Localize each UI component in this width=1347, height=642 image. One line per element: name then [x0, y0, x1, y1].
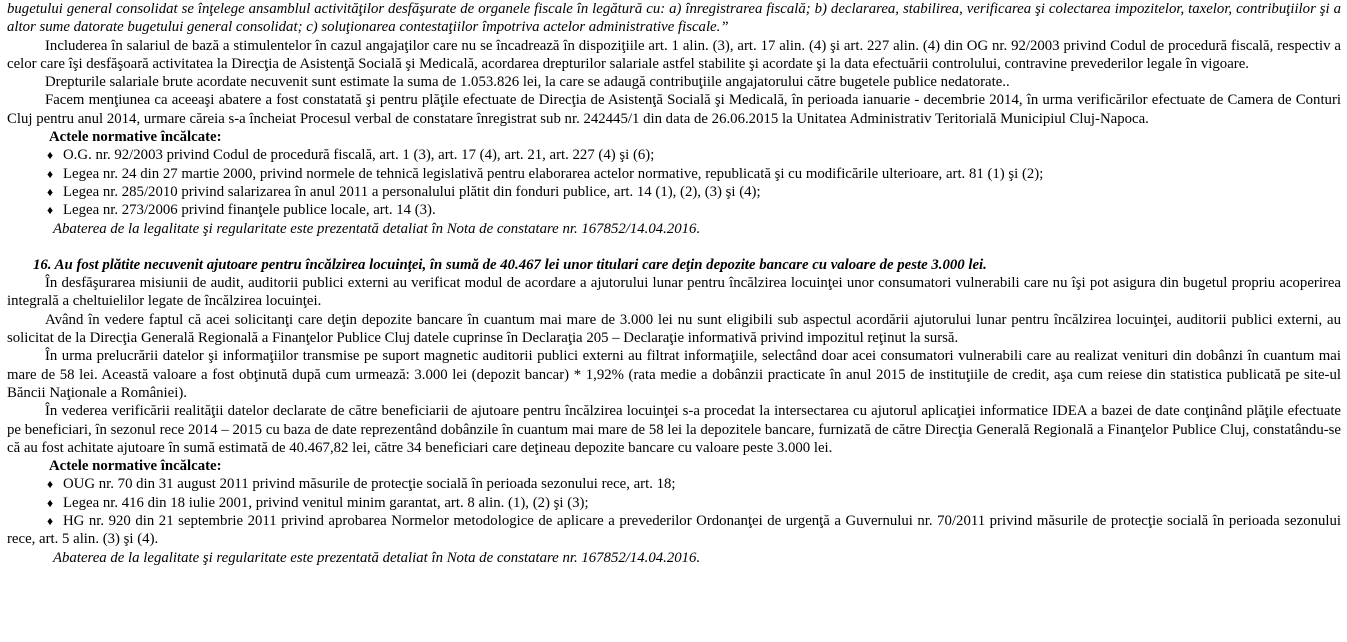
diamond-bullet-icon: ♦ [47, 203, 54, 218]
acts-heading-2: Actele normative încălcate: [49, 458, 222, 475]
paragraph-desfasurarea: În desfăşurarea misiunii de audit, auditorii publici externi au verificat modul de acordare a ajutorului lunar pentru încălzirea locuinţei unor consumatori vulnerabili care nu îşi pot asigura din bugetul propriu acoperirea integrală a cheltuielilor legate de încălzirea locuinţei. [7, 275, 1341, 310]
section-spacer [7, 238, 1341, 256]
list-item [7, 494, 1341, 512]
list-item-text: Legea nr. 416 din 18 iulie 2001, privind venitul minim garantat, art. 8 alin. (1), (2) şi (3); [63, 494, 589, 511]
list-item [7, 201, 1341, 219]
acts-list-1 [7, 146, 1341, 219]
diamond-bullet-icon: ♦ [47, 148, 54, 163]
acts-heading-1: Actele normative încălcate: [49, 129, 222, 146]
diamond-bullet-icon: ♦ [47, 514, 54, 529]
diamond-bullet-icon: ♦ [47, 166, 54, 181]
diamond-bullet-icon: ♦ [47, 495, 54, 510]
paragraph-facem: Facem menţiunea ca aceeaşi abatere a fost constatată şi pentru plăţile efectuate de Direcţia de Asistenţă Socială şi Medicală, în perioada ianuarie - decembrie 2014, în urma verificărilor efectuate de Camera de Conturi Cluj pentru anul 2014, urmare căreia s-a încheiat Procesul verbal de constatare înregistrat sub nr. 242445/1 din data de 26.06.2015 la Unitatea Administrativ Teritorială Municipiul Cluj-Napoca. [7, 92, 1341, 127]
paragraph-prelucrarii: În urma prelucrării datelor şi informaţiilor transmise pe suport magnetic auditorii publici externi au filtrat informaţiile, selectând doar acei consumatori vulnerabili care au realizat venituri din dobânzi în cuantum mai mare de 58 lei. Această valoare a fost obţinută după cum urmează: 3.000 lei (depozit bancar) * 1,92% (rata medie a dobânzii practicate în anul 2015 de instituţiile de credit, aşa cum reiese din statistica publicată pe site-ul Băncii Naţionale a României). [7, 348, 1341, 401]
diamond-bullet-icon: ♦ [47, 184, 54, 199]
paragraph-includerea: Includerea în salariul de bază a stimulentelor în cazul angajaţilor care nu se încadrează în dispoziţiile art. 1 alin. (3), art. 17 alin. (4) şi art. 227 alin. (4) din OG nr. 92/2003 privind Codul de procedură fiscală, respectiv a celor care îşi desfăşoară activitatea la Direcţia de Asistenţă Socială şi Medicală, acordarea drepturilor salariale astfel stabilite şi acordate şi la data efectuării controlului, contravine prevederilor legale în vigoare. [7, 37, 1341, 72]
intro-quote: bugetului general consolidat se înţelege ansamblul activităţilor desfăşurate de organele fiscale în legătură cu: a) înregistrarea fiscală; b) declararea, stabilirea, verificarea şi colectarea impozitelor, taxelor, contribuţiilor şi a altor sume datorate bugetului general consolidat; c) soluţionarea contestaţiilor împotriva actelor administrative fiscale.” [7, 1, 1341, 36]
paragraph-avand: Având în vedere faptul că acei solicitanţi care deţin depozite bancare în cuantum mai mare de 3.000 lei nu sunt eligibili sub aspectul acordării ajutorului lunar pentru încălzirea locuinţei, auditorii publici externi, au solicitat de la Direcţia Generală Regională a Finanţelor Publice Cluj datele cuprinse în Declaraţia 205 – Declaraţie informativă privind impozitul reţinut la sursă. [7, 311, 1341, 347]
list-item [7, 146, 1341, 164]
list-item [7, 475, 1341, 493]
acts-list-2 [7, 475, 1341, 548]
list-item [7, 512, 1341, 549]
list-item-text: O.G. nr. 92/2003 privind Codul de procedură fiscală, art. 1 (3), art. 17 (4), art. 21, art. 227 (4) şi (6); [63, 147, 655, 164]
document-body [7, 0, 1341, 567]
list-item-text: Legea nr. 285/2010 privind salarizarea în anul 2011 a personalului plătit din fonduri publice, art. 14 (1), (2), (3) şi (4); [63, 183, 761, 200]
finding-note-1: Abaterea de la legalitate şi regularitate este prezentată detaliat în Nota de constatare nr. 167852/14.04.2016. [53, 220, 701, 237]
diamond-bullet-icon: ♦ [47, 477, 54, 492]
list-item-text: OUG nr. 70 din 31 august 2011 privind măsurile de protecţie socială în perioada sezonului rece, art. 18; [63, 476, 676, 493]
list-item [7, 165, 1341, 183]
paragraph-vederea: În vederea verificării realităţii datelor declarate de către beneficiarii de ajutoare pentru încălzirea locuinţei s-a procedat la intersectarea cu ajutorul aplicaţiei informatice IDEA a bazei de date conţinând plăţile efectuate pe beneficiari, în sezonul rece 2014 – 2015 cu baza de date reprezentând dobânzile în cuantum mai mare de 58 lei la depozitele bancare, furnizată de către Direcţia Generală Regională a Finanţelor Publice Cluj, constatându-se că au fost achitate ajutoare în sumă estimată de 40.467,82 lei, către 34 beneficiari care deţineau depozite bancare cu valoare peste 3.000 lei. [7, 403, 1341, 456]
section-16-title: 16. Au fost plătite necuvenit ajutoare pentru încălzirea locuinţei, în sumă de 40.467 lei unor titulari care deţin depozite bancare cu valoare de peste 3.000 lei. [33, 256, 987, 273]
list-item-text: Legea nr. 24 din 27 martie 2000, privind normele de tehnică legislativă pentru elaborarea actelor normative, republicată şi cu modificările ulterioare, art. 81 (1) şi (2); [63, 165, 1044, 182]
finding-note-2: Abaterea de la legalitate şi regularitate este prezentată detaliat în Nota de constatare nr. 167852/14.04.2016. [53, 549, 701, 566]
list-item-text: HG nr. 920 din 21 septembrie 2011 privind aprobarea Normelor metodologice de aplicare a prevederilor Ordonanţei de urgenţă a Guvernului nr. 70/2011 privind măsurile de protecţie socială în perioada sezonului rece, art. 5 alin. (3) şi (4). [7, 513, 1341, 548]
paragraph-drepturile: Drepturile salariale brute acordate necuvenit sunt estimate la suma de 1.053.826 lei, la care se adaugă contribuţiile angajatorului către bugetele publice nedatorate.. [45, 74, 1010, 91]
list-item-text: Legea nr. 273/2006 privind finanţele publice locale, art. 14 (3). [63, 202, 436, 219]
list-item [7, 183, 1341, 201]
